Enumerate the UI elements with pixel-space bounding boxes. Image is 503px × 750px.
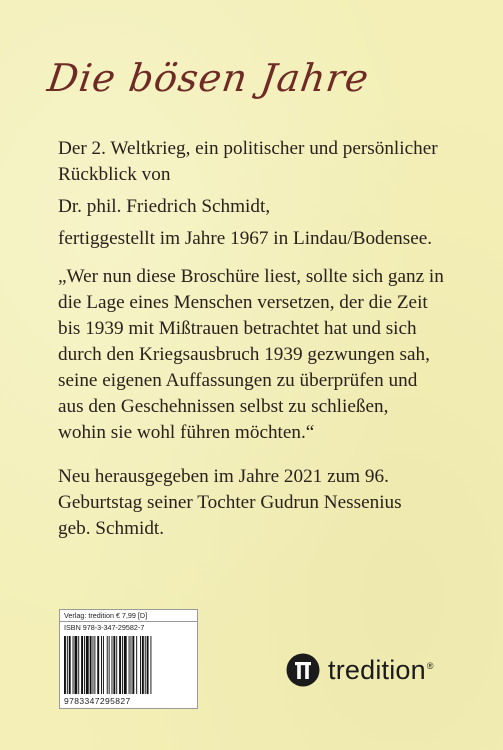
- quote-line: die Lage eines Menschen versetzen, der die Zeit: [58, 292, 428, 313]
- quote-line: aus den Geschehnissen selbst zu schließen,: [58, 396, 389, 417]
- quote-line: „Wer nun diese Broschüre liest, sollte sich ganz in: [58, 266, 444, 287]
- quote-paragraph: [58, 264, 488, 446]
- intro-line: Dr. phil. Friedrich Schmidt,: [58, 196, 271, 217]
- tredition-logo-icon: [286, 653, 320, 687]
- outro-line: Neu herausgegeben im Jahre 2021 zum 96.: [58, 466, 389, 487]
- intro-line: Der 2. Weltkrieg, ein politischer und persönlicher: [58, 138, 438, 159]
- barcode-label: [59, 609, 198, 709]
- intro-line: fertiggestellt im Jahre 1967 in Lindau/Bodensee.: [58, 228, 433, 249]
- registered-mark: ®: [426, 660, 434, 671]
- publisher-name: tredition®: [328, 654, 434, 685]
- quote-line: seine eigenen Auffassungen zu überprüfen und: [58, 370, 418, 391]
- barcode-publisher-price: Verlag: tredition € 7,99 [D]: [60, 610, 197, 622]
- publisher-mark: [286, 653, 434, 687]
- quote-line: wohin sie wohl führen möchten.“: [58, 422, 315, 443]
- outro-line: geb. Schmidt.: [58, 518, 165, 539]
- intro-line: Rückblick von: [58, 164, 171, 185]
- quote-line: durch den Kriegsausbruch 1939 gezwungen sah,: [58, 344, 430, 365]
- barcode-digits: 9783347295827: [64, 696, 131, 706]
- book-title: Die bösen Jahre: [44, 56, 373, 100]
- barcode-isbn: ISBN 978-3-347-29582-7: [64, 623, 145, 632]
- intro-paragraph: [58, 136, 488, 252]
- barcode-bars: [64, 636, 195, 694]
- outro-line: Geburtstag seiner Tochter Gudrun Nessenius: [58, 492, 402, 513]
- outro-paragraph: [58, 464, 488, 542]
- quote-line: bis 1939 mit Mißtrauen betrachtet hat und sich: [58, 318, 417, 339]
